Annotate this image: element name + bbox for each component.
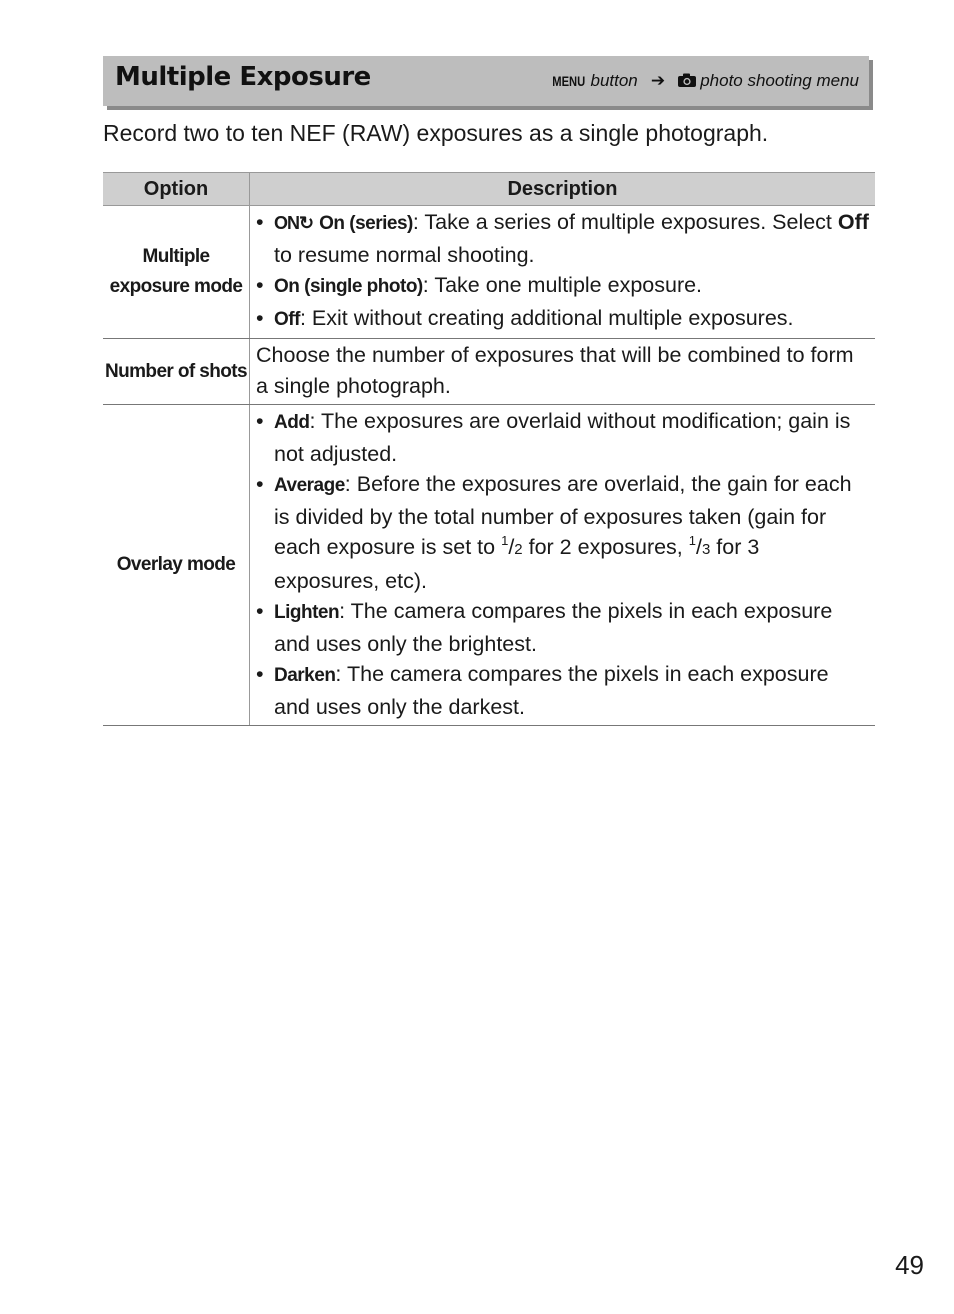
page-number: 49 <box>895 1250 924 1280</box>
option-cell: Multiple exposure mode <box>103 206 250 339</box>
menu-name: photo shooting menu <box>700 71 859 90</box>
table-row <box>103 206 875 339</box>
options-table <box>103 172 875 726</box>
description-cell: Choose the number of exposures that will be combined to form a single photograph. <box>250 339 876 405</box>
continuous-on-icon: ON↻ <box>274 213 314 233</box>
list-item: • Off: Exit without creating additional multiple exposures. <box>256 303 869 336</box>
camera-icon <box>678 73 696 87</box>
table-row <box>103 405 875 726</box>
option-cell: Number of shots <box>103 339 250 405</box>
list-item: • ON↻ On (series): Take a series of multiple exposures. Select Off to resume normal shooting. <box>256 207 869 270</box>
button-word: button <box>590 71 638 90</box>
description-cell <box>250 405 876 726</box>
arrow-icon: ➔ <box>650 71 666 91</box>
list-item: • On (single photo): Take one multiple exposure. <box>256 270 869 303</box>
menu-button-label: MENU <box>552 73 586 89</box>
list-item: • Average: Before the exposures are overlaid, the gain for each is divided by the total number of exposures taken (gain for each exposure is set to $^1$/2 for 2 exposures, $^1$/3 for 3 exposures, etc). <box>256 469 869 596</box>
menu-path <box>544 71 859 91</box>
table-row <box>103 339 875 405</box>
list-item: • Lighten: The camera compares the pixels in each exposure and uses only the brightest. <box>256 596 869 659</box>
list-item: • Darken: The camera compares the pixels in each exposure and uses only the darkest. <box>256 659 869 722</box>
description-cell <box>250 206 876 339</box>
list-item: • Add: The exposures are overlaid without modification; gain is not adjusted. <box>256 406 869 469</box>
table-header-row <box>103 173 875 206</box>
option-cell: Overlay mode <box>103 405 250 726</box>
column-header-option: Option <box>103 173 250 206</box>
page-title: Multiple Exposure <box>115 62 371 92</box>
section-header <box>103 56 869 106</box>
intro-text: Record two to ten NEF (RAW) exposures as a single photograph. <box>103 120 769 146</box>
column-header-description: Description <box>250 173 876 206</box>
